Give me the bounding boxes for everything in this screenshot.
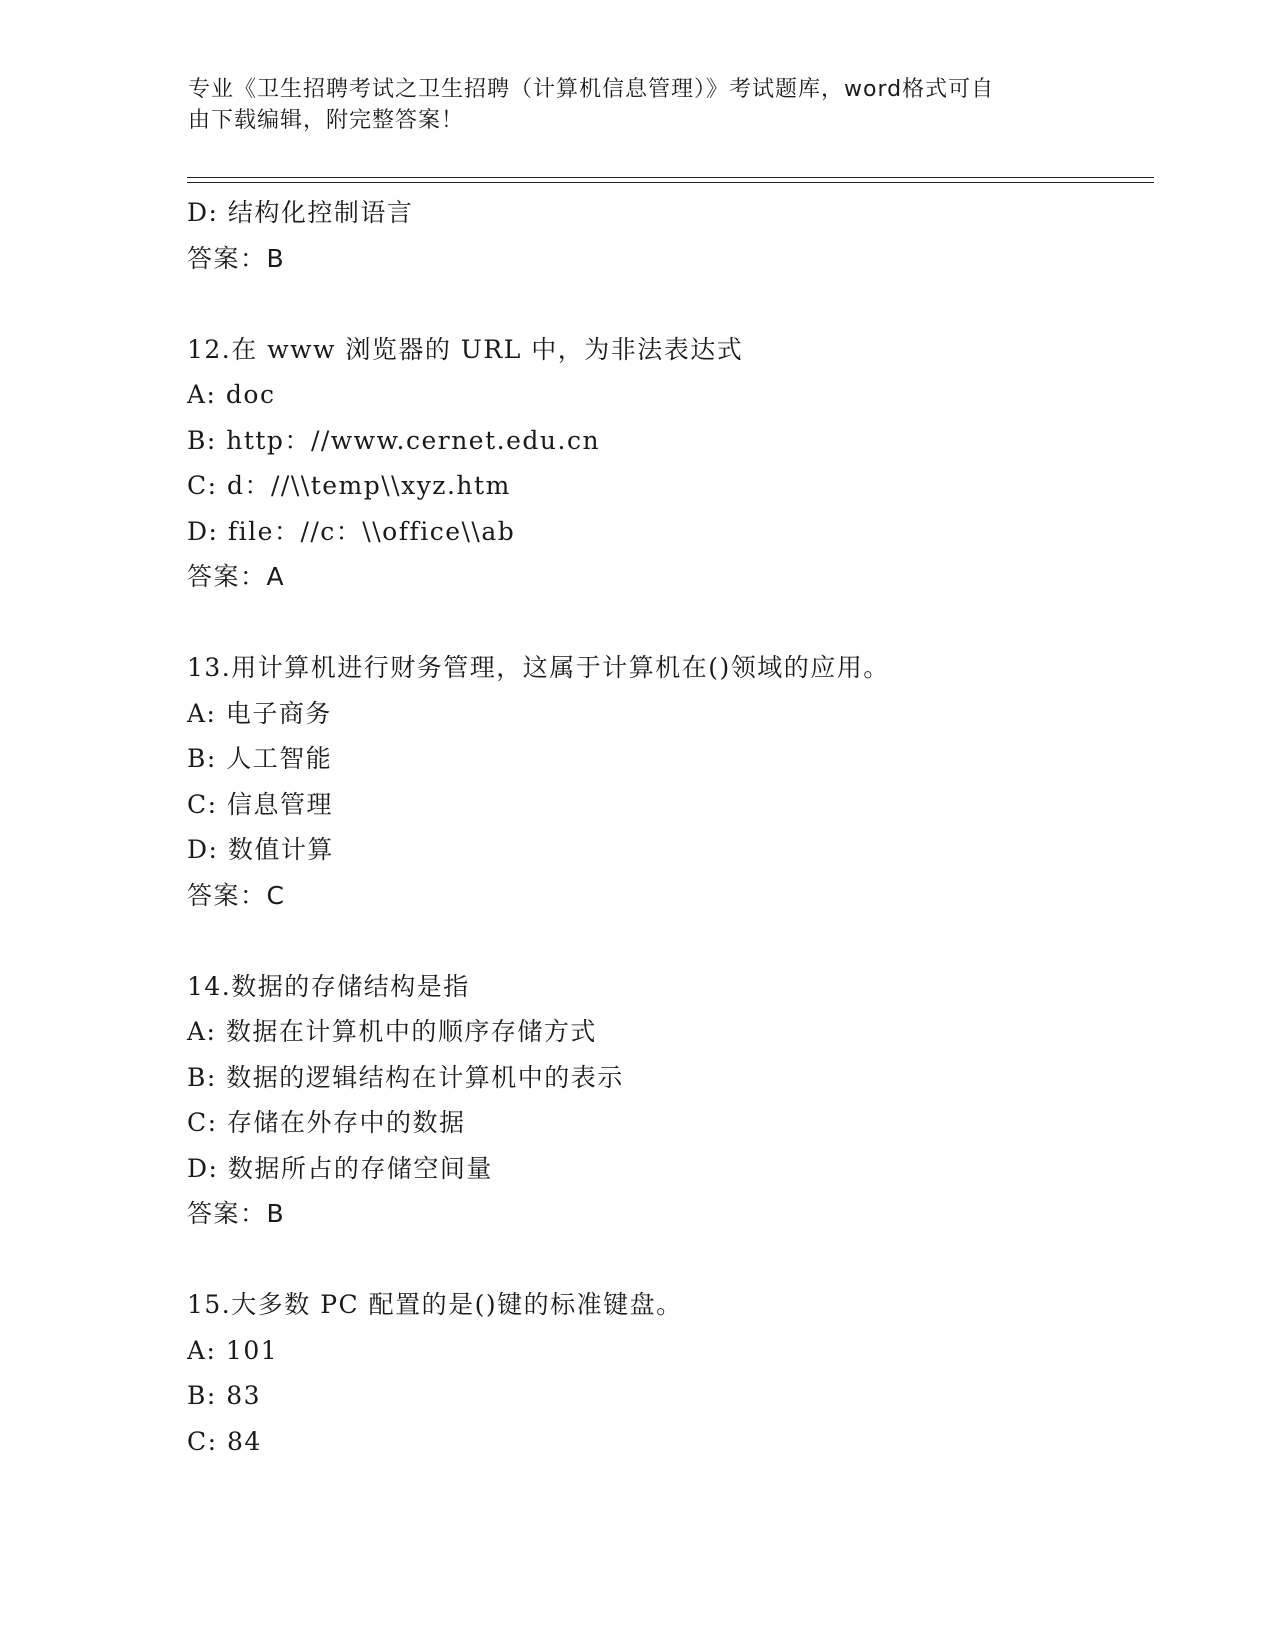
option-b: B: 人工智能 <box>187 744 333 773</box>
option-d: D: file：//c：\\office\\ab <box>187 516 516 546</box>
option-d: D: 数值计算 <box>187 835 334 864</box>
question-15 <box>187 1282 1147 1464</box>
question-stem: 14.数据的存储结构是指 <box>187 971 470 1001</box>
option-b: B: 83 <box>187 1381 262 1410</box>
option-a: A: doc <box>187 380 276 409</box>
option-a: A: 101 <box>187 1335 279 1365</box>
option-a: A: 数据在计算机中的顺序存储方式 <box>187 1017 597 1046</box>
question-stem: 12.在 www 浏览器的 URL 中，为非法表达式 <box>187 334 744 364</box>
answer: 答案：B <box>187 243 286 273</box>
question-list <box>187 190 1147 1464</box>
spacer <box>187 1237 1147 1283</box>
question-14 <box>187 964 1147 1237</box>
question-13 <box>187 645 1147 918</box>
spacer <box>187 918 1147 964</box>
option-d: D: 结构化控制语言 <box>187 198 414 227</box>
header-divider-bottom <box>187 182 1154 183</box>
spacer <box>187 600 1147 646</box>
header-divider-top <box>187 177 1154 178</box>
option-d: D: 数据所占的存储空间量 <box>187 1153 493 1183</box>
question-stem: 13.用计算机进行财务管理，这属于计算机在()领域的应用。 <box>187 653 890 682</box>
question-12 <box>187 327 1147 600</box>
option-b: B: http：//www.cernet.edu.cn <box>187 425 601 455</box>
answer: 答案：A <box>187 562 286 591</box>
document-header <box>188 74 1068 136</box>
option-c: C: 84 <box>187 1426 262 1456</box>
option-c: C: 存储在外存中的数据 <box>187 1108 466 1137</box>
option-a: A: 电子商务 <box>187 698 332 728</box>
spacer <box>187 281 1147 327</box>
question-11-tail <box>187 190 1147 281</box>
answer: 答案：C <box>187 880 286 910</box>
header-line-2: 由下载编辑，附完整答案！ <box>188 108 465 133</box>
option-b: B: 数据的逻辑结构在计算机中的表示 <box>187 1062 624 1092</box>
header-line-1: 专业《卫生招聘考试之卫生招聘（计算机信息管理）》考试题库，word格式可自 <box>188 77 995 102</box>
option-c: C: 信息管理 <box>187 789 333 819</box>
option-c: C: d：//\\temp\\xyz.htm <box>187 471 511 500</box>
answer: 答案：B <box>187 1199 286 1228</box>
question-stem: 15.大多数 PC 配置的是()键的标准键盘。 <box>187 1290 683 1319</box>
